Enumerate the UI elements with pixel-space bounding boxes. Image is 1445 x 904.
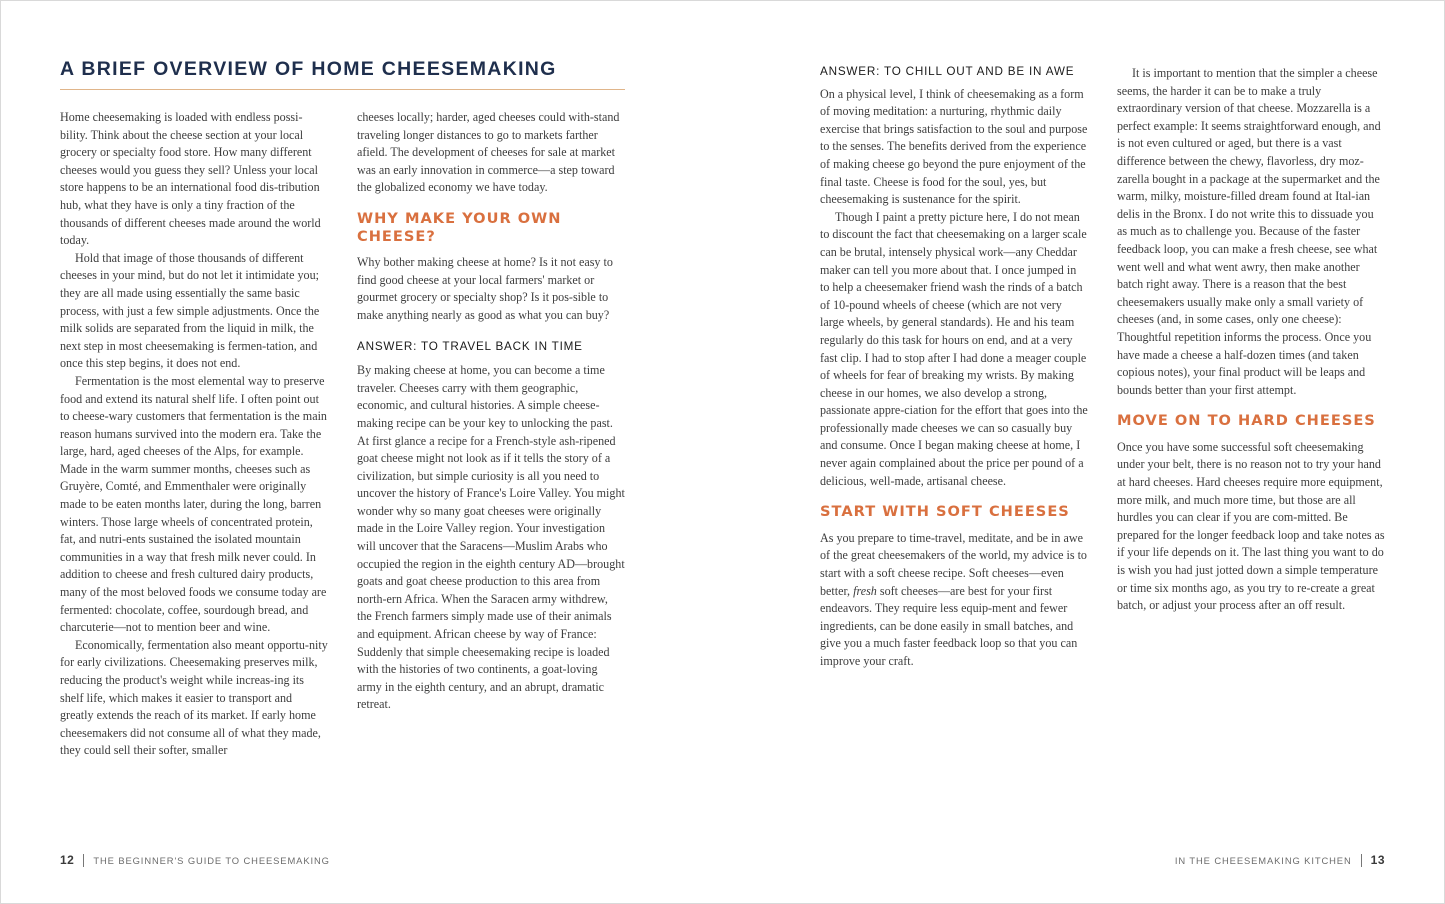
text-run: As you prepare to time-travel, meditate, and be in awe of the great cheesemakers of the world, my advice is to start with a soft cheese recipe. Soft cheeses—even better, (820, 530, 1087, 598)
page-title: A BRIEF OVERVIEW OF HOME CHEESEMAKING (60, 58, 625, 90)
paragraph: Hold that image of those thousands of different cheeses in your mind, but do not let it intimidate you; they are all made using essentially the same basic process, with just a few simple adjustments. Once the milk solids are separated from the liquid in milk, the next step in most cheesemaking is fermen-tation, and once this step begins, it does not end. (60, 250, 320, 371)
column-1 (60, 109, 328, 760)
paragraph: Though I paint a pretty picture here, I do not mean to discount the fact that cheesemaking on a larger scale can be brutal, intensely physical work—any Cheddar maker can tell you more about that. I once jumped in to help a cheesemaker friend wash the rinds of a batch of 10-pound wheels of cheese (which are not very large wheels, by general standards). He and his team regularly do this task for hours on end, and at a very fast clip. I had to stop after I had done a meager couple of wheels for fear of breaking my wrists. By making cheese in our homes, we also develop a strong, passionate appre-ciation for the effort that goes into the professionally made cheeses we can so casually buy and consume. Once I began making cheese at home, I never again complained about the price per pound of a delicious, well-made, artisanal cheese. (820, 209, 1088, 488)
divider (83, 854, 84, 867)
paragraph: On a physical level, I think of cheesemaking as a form of moving meditation: a nurturing, rhythmic daily exercise that brings satisfaction to the soul and purpose to the senses. The benefits derived from the experience of making cheese go beyond the pure enjoyment of the final taste. Cheese is food for the soul, yes, but cheesemaking is sustenance for the spirit. (820, 86, 1088, 207)
column-4 (1117, 65, 1385, 615)
divider (1361, 854, 1362, 867)
column-3 (820, 63, 1088, 671)
section-heading-hard: MOVE ON TO HARD CHEESES (1117, 412, 1376, 430)
subheading-answer-chill: ANSWER: TO CHILL OUT AND BE IN AWE (820, 65, 1075, 78)
footer-left (60, 853, 330, 867)
paragraph: By making cheese at home, you can become a time traveler. Cheeses carry with them geographic, economic, and cultural histories. A simple cheese-making recipe can be your key to unlocking the past. At first glance a recipe for a French-style ash-ripened goat cheese might not look as if it tells the story of a civilization, but simple curiosity is all you need to uncover the history of France's Loire Valley. You might wonder why so many goat cheeses were originally made in the Loire Valley region. Your investigation will uncover that the Saracens—Muslim Arabs who occupied the region in the eighth century AD—brought goats and goat cheese production to this area from north-ern Africa. When the Saracen army withdrew, the French farmers simply made use of their animals and equipment. African cheese by way of France: Suddenly that simple cheesemaking recipe is loaded with the histories of two continents, a goat-loving army in the eighth century, and an abrupt, dramatic retreat. (357, 363, 625, 712)
emphasis-text: fresh (853, 583, 877, 598)
paragraph: Why bother making cheese at home? Is it not easy to find good cheese at your local farmers' market or gourmet grocery or specialty shop? Is it pos-sible to make anything nearly as good as what you can buy? (357, 255, 613, 322)
page-number: 13 (1370, 853, 1385, 867)
paragraph: Once you have some successful soft cheesemaking under your belt, there is no reason not to try your hand at hard cheeses. Hard cheeses require more equipment, more milk, and much more time, but those are all hurdles you can clear if you are com-mitted. Be prepared for the longer feedback loop and take notes as if your life depends on it. The last thing you want to do is wish you had just jotted down a simple temperature or time six months ago, as you try to re-create a great batch, or adjust your process after an off result. (1117, 439, 1385, 613)
footer-right (1175, 853, 1385, 867)
paragraph: Fermentation is the most elemental way to preserve food and extend its natural shelf life. I often point out to cheese-wary customers that fermentation is the main reason humans survived into the modern era. Take the large, hard, aged cheeses of the Alps, for example. Made in the warm summer months, cheeses such as Gruyère, Comté, and Emmenthaler were originally made to be eaten months later, during the long, barren winters. Those large wheels of concentrated protein, fat, and nutri-ents sustained the isolated mountain communities in a way that fresh milk never could. In addition to cheese and fresh cultured dairy products, many of the most beloved foods we consume today are fermented: chocolate, coffee, sourdough bread, and charcuterie—not to mention beer and wine. (60, 373, 327, 635)
running-title: THE BEGINNER'S GUIDE TO CHEESEMAKING (93, 854, 330, 866)
paragraph: Home cheesemaking is loaded with endless possi-bility. Think about the cheese section at your local grocery or specialty food store. How many different cheeses would you guess they sell? Unless your local store happens to be an international food dis-tribution hub, what they have is only a tiny fraction of the thousands of different cheeses made around the world today. (60, 110, 321, 248)
paragraph: It is important to mention that the simpler a cheese seems, the harder it can be to make a truly extraordinary version of that cheese. Mozzarella is a perfect example: It seems straightforward enough, and is not even cultured or aged, but there is a vast difference between the chewy, flavorless, dry moz-zarella bought in a package at the supermarket and the warm, milky, moisture-filled dream found at Ital-ian delis in the Bronx. I do not write this to dissuade you as much as to challenge you. Because of the faster feedback loop, you can make a fresh cheese, see what went well and what went awry, then make another batch right away. There is a reason that the best cheesemakers usually make only a small variety of cheeses (and, in some cases, only one cheese): Thoughtful repetition informs the process. Once you have made a cheese a half-dozen times (and taken copious notes), your final product will be leaps and bounds better than your first attempt. (1117, 66, 1381, 397)
page-number: 12 (60, 853, 75, 867)
section-heading-why: WHY MAKE YOUR OWN CHEESE? (357, 209, 562, 245)
text-run: soft cheeses—are best for your first endeavors. They require less equip-ment and fewer ingredients, can be done easily in small batches, and give you a much faster feedback loop so that you can improve your craft. (820, 583, 1078, 668)
paragraph: Economically, fermentation also meant opportu-nity for early civilizations. Cheesemaking preserves milk, reducing the product's weight while increas-ing its shelf life, which makes it easier to transport and greatly extends the reach of its market. If early home cheesemakers did not consume all of what they made, they could sell their softer, smaller (60, 637, 328, 758)
subheading-answer-travel: ANSWER: TO TRAVEL BACK IN TIME (357, 339, 583, 353)
section-heading-soft: START WITH SOFT CHEESES (820, 503, 1070, 521)
paragraph: cheeses locally; harder, aged cheeses could with-stand traveling longer distances to go to markets farther afield. The development of cheeses for sale at market was an early innovation in commerce—a step toward the globalized economy we have today. (357, 110, 620, 195)
running-title: IN THE CHEESEMAKING KITCHEN (1174, 854, 1352, 866)
column-2 (357, 109, 625, 714)
paragraph (820, 530, 1088, 671)
